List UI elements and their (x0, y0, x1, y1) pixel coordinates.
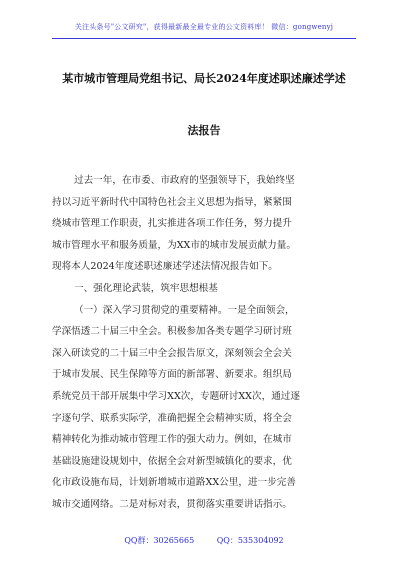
header-divider (52, 38, 356, 39)
body-line: （一）深入学习贯彻党的重要精神。一是全面领会， (74, 304, 295, 316)
body-line: 绕城市管理工作职责，扎实推进各项工作任务，努力提升 (52, 218, 292, 230)
section-heading: 一、强化理论武装，筑牢思想根基 (74, 282, 218, 294)
body-line: 化市政设施布局，计划新增城市道路XX公里，进一步完善 (52, 477, 296, 489)
body-line: 基础设施建设规划中，依据全会对新型城镇化的要求，优 (52, 455, 292, 467)
body-line: 现将本人2024年度述职述廉述学述法情况报告如下。 (52, 261, 278, 273)
body-line: 城市交通网络。二是对标对表，贯彻落实重要讲话指示。 (52, 498, 292, 510)
body-line: 精神转化为推动城市管理工作的强大动力。例如，在城市 (52, 434, 292, 446)
body-line: 过去一年，在市委、市政府的坚强领导下，我始终坚 (74, 175, 295, 186)
body-line: 字逐句学、联系实际学，准确把握全会精神实质，将全会 (52, 412, 292, 424)
footer-contact (0, 535, 408, 546)
footer-qq-group: QQ群：30265665 (124, 536, 195, 545)
body-line: 学深悟透二十届三中全会。积极参加各类专题学习研讨班 (52, 326, 292, 338)
body-line: 于城市发展、民生保障等方面的新部署、新要求。组织局 (52, 369, 292, 381)
body-line: 深入研读党的二十届三中全会报告原文，深刻领会全会关 (52, 347, 292, 359)
body-line: 城市管理水平和服务质量，为XX市的城市发展贡献力量。 (52, 239, 296, 251)
body-line: 持以习近平新时代中国特色社会主义思想为指导，紧紧围 (52, 196, 292, 208)
footer-qq-number: QQ：535304092 (216, 536, 284, 545)
document-title-line-1: 某市城市管理局党组书记、局长2024年度述职述廉述学述 (62, 72, 346, 85)
document-title-line-2: 法报告 (187, 124, 221, 137)
header-banner: 关注头条号"公文研究"，获得最新最全最专业的公文资料库！ 微信：gongwenyj (74, 23, 334, 31)
document-body (52, 170, 357, 516)
body-line: 系统党员干部开展集中学习XX次，专题研讨XX次，通过逐 (52, 390, 300, 402)
